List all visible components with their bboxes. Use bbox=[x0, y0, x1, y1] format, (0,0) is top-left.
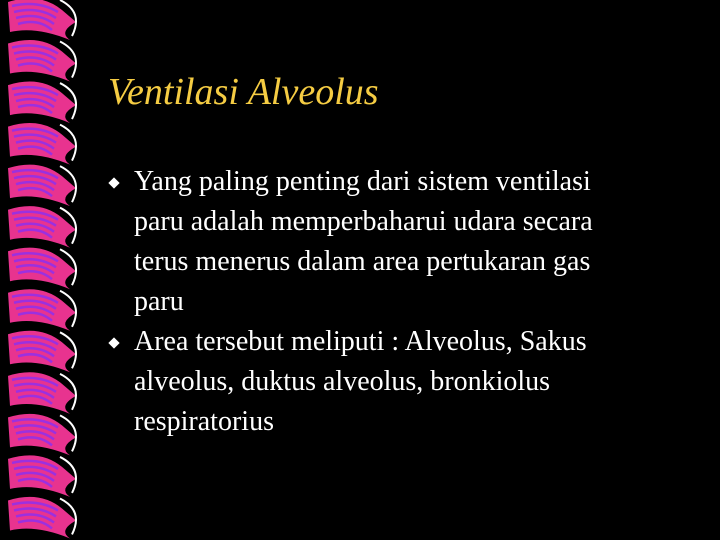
bullet-item-2 bbox=[106, 322, 686, 442]
bullet-list bbox=[106, 162, 686, 442]
bullet-2-line-2: alveolus, duktus alveolus, bronkiolus bbox=[134, 366, 551, 397]
diamond-bullet-icon bbox=[108, 337, 119, 348]
swirl-segment bbox=[8, 123, 76, 165]
swirl-segment bbox=[8, 248, 76, 290]
swirl-segment bbox=[8, 82, 76, 124]
swirl-segment bbox=[8, 206, 76, 248]
swirl-segment bbox=[8, 0, 76, 40]
bullet-2-line-1: Area tersebut meliputi : Alveolus, Sakus bbox=[134, 326, 587, 357]
swirl-segment bbox=[8, 497, 76, 539]
diamond-bullet-icon bbox=[108, 177, 119, 188]
swirl-segment bbox=[8, 165, 76, 207]
bullet-2-line-3: respiratorius bbox=[134, 406, 274, 437]
swirl-segment bbox=[8, 372, 76, 414]
swirl-segment bbox=[8, 455, 76, 497]
bullet-1-line-3: terus menerus dalam area pertukaran gas bbox=[134, 246, 591, 277]
swirl-border-decoration bbox=[0, 0, 110, 540]
slide-title: Ventilasi Alveolus bbox=[108, 71, 379, 113]
swirl-segment bbox=[8, 40, 76, 82]
swirl-segment bbox=[8, 289, 76, 331]
bullet-item-1 bbox=[106, 162, 686, 322]
bullet-1-line-2: paru adalah memperbaharui udara secara bbox=[134, 206, 593, 237]
swirl-segment bbox=[8, 331, 76, 373]
bullet-1-line-1: Yang paling penting dari sistem ventilasi bbox=[134, 166, 591, 197]
bullet-1-line-4: paru bbox=[134, 286, 184, 317]
swirl-segment bbox=[8, 414, 76, 456]
